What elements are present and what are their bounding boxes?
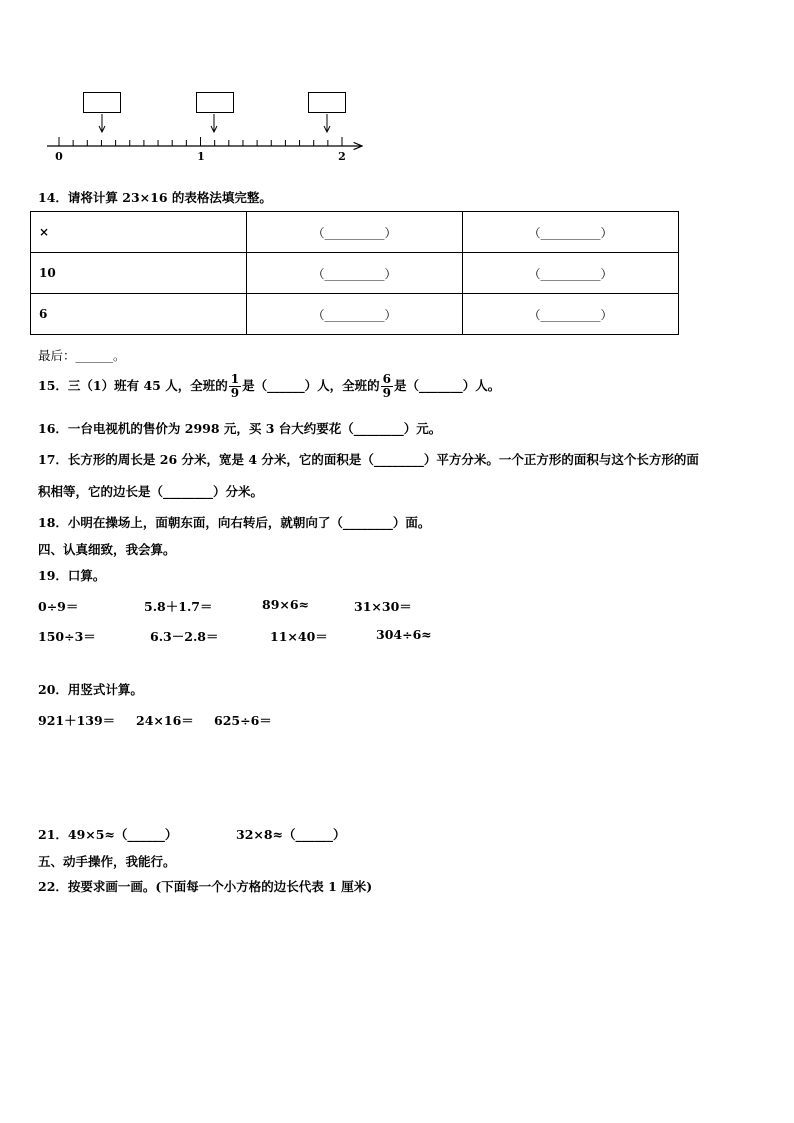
answer-box-3[interactable] <box>308 92 346 113</box>
mental-math-item: 304÷6≈ <box>376 627 432 642</box>
answer-box-1[interactable] <box>83 92 121 113</box>
vertical-calc-item: 921＋139＝ <box>38 713 116 728</box>
table-cell: × <box>31 212 247 253</box>
question-17-line1: 17．长方形的周长是 26 分米，宽是 4 分米，它的面积是（________）平方分米。一个正方形的面积与这个长方形的面 <box>38 452 699 467</box>
vertical-calc-item: 24×16＝ <box>136 713 194 728</box>
question-22: 22．按要求画一画。(下面每一个小方格的边长代表 1 厘米) <box>38 879 373 894</box>
question-19-title: 19．口算。 <box>38 568 106 583</box>
vertical-calc-item: 625÷6＝ <box>214 713 272 728</box>
question-21-item1: 21．49×5≈（______） <box>38 827 178 842</box>
mental-math-item: 6.3－2.8＝ <box>150 629 219 644</box>
question-16: 16．一台电视机的售价为 2998 元，买 3 台大约要花（________）元。 <box>38 421 442 436</box>
number-line-ticks <box>59 137 342 146</box>
question-15 <box>38 373 500 400</box>
table-row <box>31 294 679 335</box>
fraction-denominator: 9 <box>230 386 240 400</box>
fraction-six-ninths <box>381 373 393 400</box>
question-17-line2: 积相等，它的边长是（________）分米。 <box>38 484 264 499</box>
question-15-part2: 是（______）人，全班的 <box>242 378 380 393</box>
table-answer-cell[interactable]: （__________） <box>247 294 463 335</box>
question-15-part1: 15．三（1）班有 45 人，全班的 <box>38 378 228 393</box>
question-21-item2: 32×8≈（______） <box>236 827 346 842</box>
table-answer-cell[interactable]: （__________） <box>247 253 463 294</box>
table-answer-cell[interactable]: （__________） <box>247 212 463 253</box>
number-line-svg <box>0 0 400 170</box>
fraction-numerator: 6 <box>382 372 391 386</box>
tick-label-2: 2 <box>338 150 346 163</box>
table-answer-cell[interactable]: （__________） <box>463 212 679 253</box>
mental-math-item: 31×30＝ <box>354 599 412 614</box>
mental-math-item: 5.8＋1.7＝ <box>144 599 213 614</box>
mental-math-item: 0÷9＝ <box>38 599 79 614</box>
section-4-heading: 四、认真细致，我会算。 <box>38 542 176 557</box>
question-18: 18．小明在操场上，面朝东面，向右转后，就朝向了（________）面。 <box>38 515 431 530</box>
table-cell: 10 <box>31 253 247 294</box>
table-answer-cell[interactable]: （__________） <box>463 294 679 335</box>
fraction-one-ninth <box>229 373 241 400</box>
section-5-heading: 五、动手操作，我能行。 <box>38 854 176 869</box>
table-row <box>31 212 679 253</box>
question-15-part3: 是（_______）人。 <box>393 378 501 393</box>
question-14-final: 最后：______。 <box>38 348 126 363</box>
mental-math-item: 11×40＝ <box>270 629 328 644</box>
tick-label-1: 1 <box>197 150 205 163</box>
table-answer-cell[interactable]: （__________） <box>463 253 679 294</box>
answer-box-2[interactable] <box>196 92 234 113</box>
tick-label-0: 0 <box>55 150 63 163</box>
question-14-title: 14．请将计算 23×16 的表格法填完整。 <box>38 190 272 205</box>
multiplication-table <box>30 211 679 335</box>
mental-math-item: 89×6≈ <box>262 597 310 612</box>
fraction-numerator: 1 <box>230 372 240 386</box>
table-cell: 6 <box>31 294 247 335</box>
question-20-title: 20．用竖式计算。 <box>38 682 143 697</box>
mental-math-item: 150÷3＝ <box>38 629 96 644</box>
table-row <box>31 253 679 294</box>
fraction-denominator: 9 <box>382 386 391 400</box>
